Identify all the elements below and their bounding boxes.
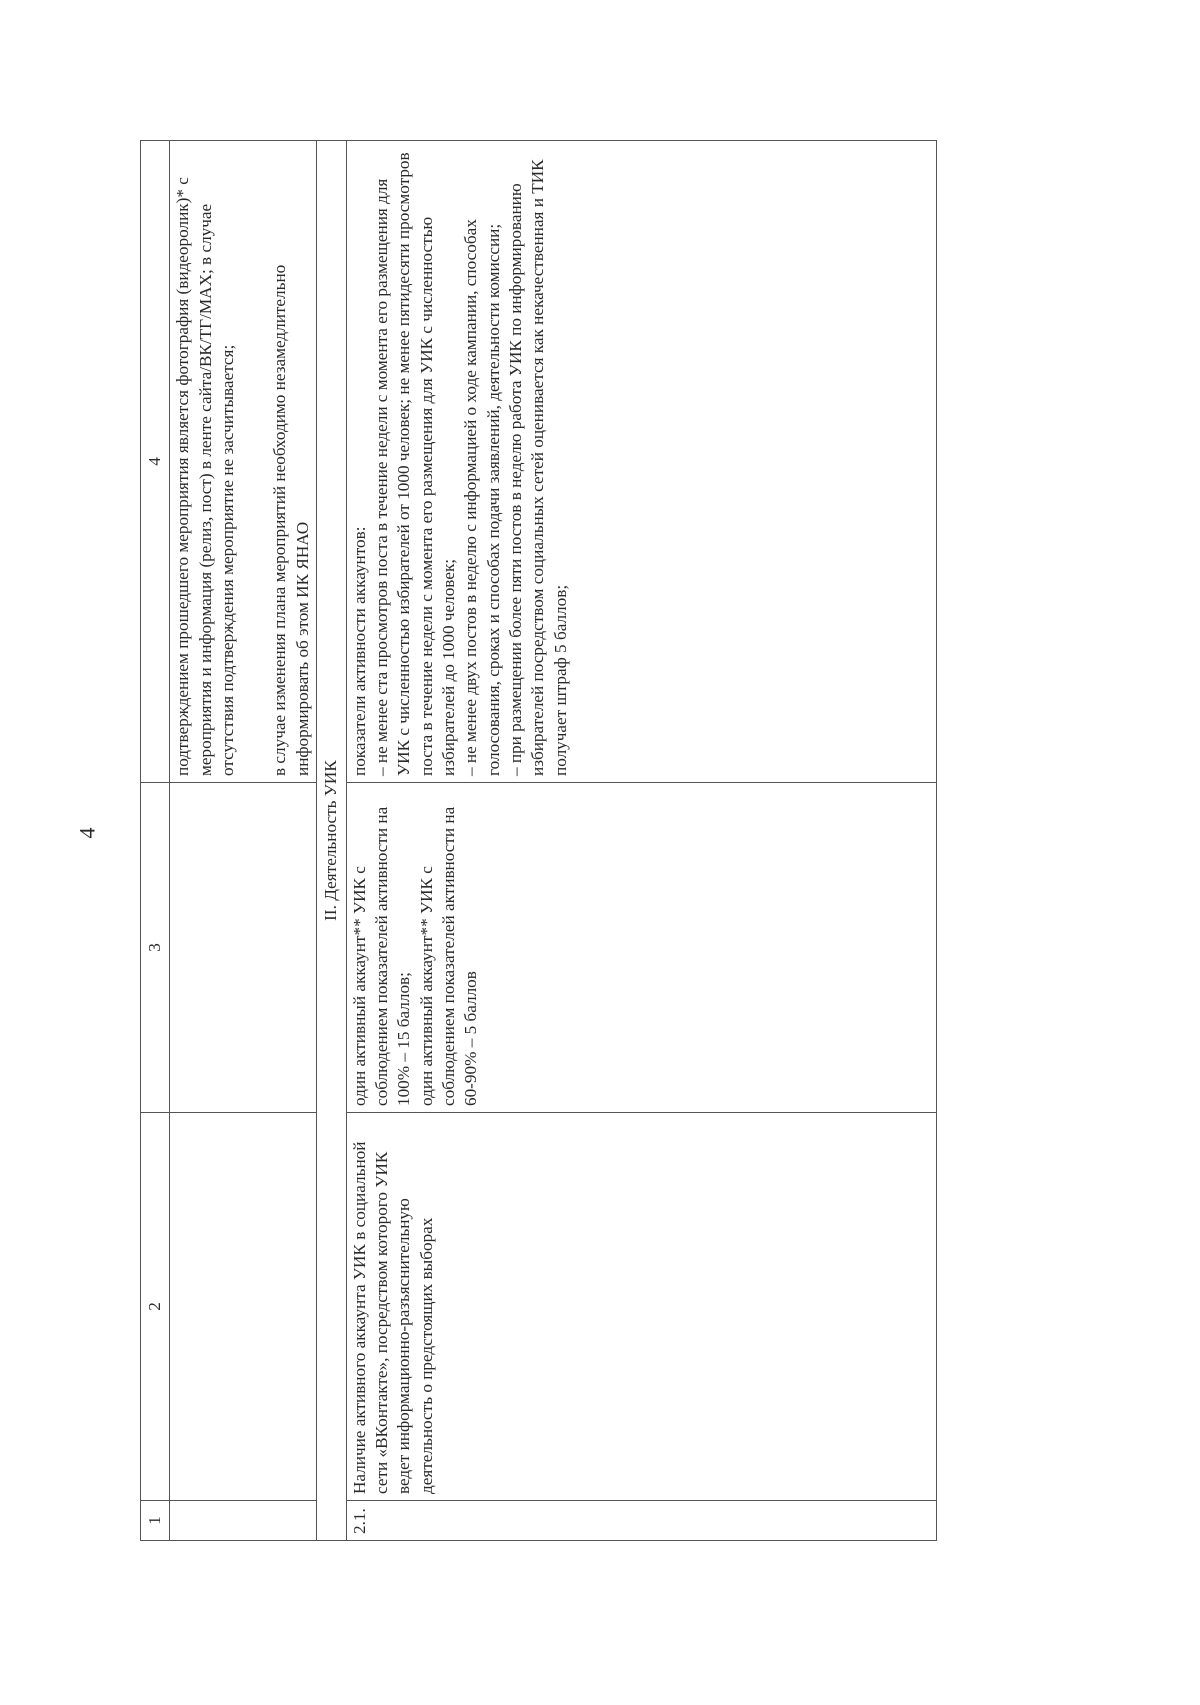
row-number: 2.1. xyxy=(346,1501,936,1541)
activity-indicators-cell xyxy=(346,141,936,783)
confirmation-text: подтверждением прошедшего мероприятия является фотография (видеоролик)* с мероприятия и информация (релиз, пост) в ленте сайта/ВК/ТГ/MAX; в случае отсутствия подтверждения мероприятие не засчитывается; xyxy=(173,177,238,776)
table-row-2-1 xyxy=(346,141,936,1541)
scoring-cell xyxy=(346,783,936,1113)
criteria-table xyxy=(140,140,937,1541)
cell-empty-2 xyxy=(170,1113,317,1501)
header-col-2: 2 xyxy=(141,1113,170,1501)
section-row xyxy=(317,141,346,1541)
header-col-4: 4 xyxy=(141,141,170,783)
scoring-100: один активный аккаунт** УИК с соблюдением показателей активности на 100% – 15 баллов; xyxy=(349,806,414,1106)
cell-empty-3 xyxy=(170,783,317,1113)
criterion-cell: Наличие активного аккаунта УИК в социальной сети «ВКонтакте», посредством которого УИК ведет информационно-разъяснительную деятельность о предстоящих выборах xyxy=(346,1113,936,1501)
page-number: 4 xyxy=(74,827,100,839)
header-col-3: 3 xyxy=(141,783,170,1113)
cell-confirmation xyxy=(170,141,317,783)
plan-change-text: в случае изменения плана мероприятий необходимо незамедлительно информировать об этом ИК ЯНАО xyxy=(270,264,312,776)
indicator-views: – не менее ста просмотров поста в течение недели с момента его размещения для УИК с численностью избирателей от 1000 человек; не менее пятидесяти просмотров поста в течение недели с момента его размещения для УИК с численностью избирателей до 1000 человек; xyxy=(371,152,458,776)
cell-empty-1 xyxy=(170,1501,317,1541)
rotated-table-container xyxy=(140,141,1050,1541)
indicator-posts: – не менее двух постов в неделю с информацией о ходе кампании, способах голосования, сроках и способах подачи заявлений, деятельности комиссии; xyxy=(461,219,503,776)
indicator-penalty: – при размещении более пяти постов в неделю работа УИК по информированию избирателей посредством социальных сетей оценивается как некачественная и ТИК получает штраф 5 баллов; xyxy=(506,159,570,776)
indicators-heading: показатели активности аккаунтов: xyxy=(349,526,369,776)
table-row-continued xyxy=(170,141,317,1541)
header-col-1: 1 xyxy=(141,1501,170,1541)
section-title: II. Деятельность УИК xyxy=(317,141,346,1541)
header-row xyxy=(141,141,170,1541)
scoring-60-90: один активный аккаунт** УИК с соблюдением показателей активности на 60-90% – 5 баллов xyxy=(416,806,481,1106)
